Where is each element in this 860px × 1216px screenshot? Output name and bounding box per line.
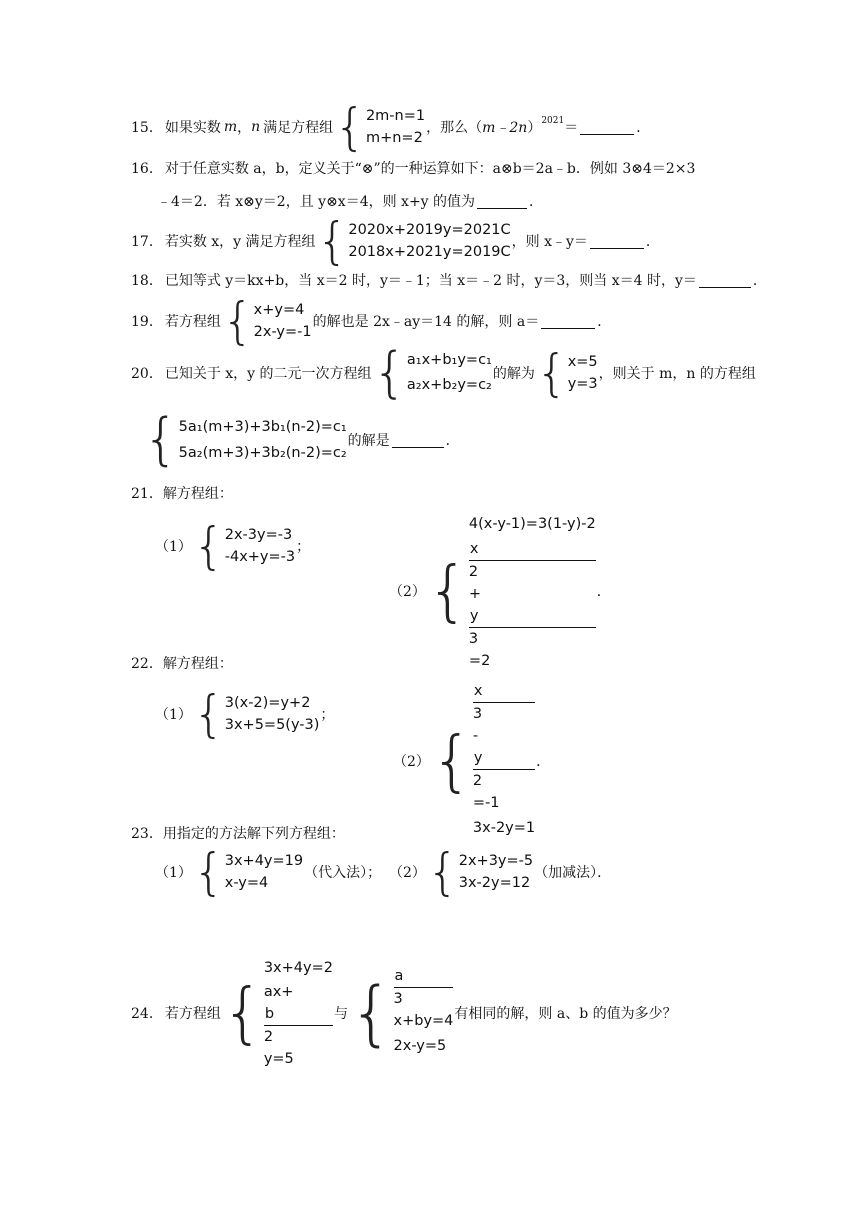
question-number: 20． xyxy=(131,366,163,382)
answer-blank[interactable] xyxy=(541,314,595,329)
equation-system xyxy=(431,680,535,842)
equation: 2m-n=1 xyxy=(365,108,426,124)
fraction xyxy=(394,965,454,1010)
equation: -4x+y=-3 xyxy=(224,549,296,565)
denominator: 2 xyxy=(468,564,479,580)
numerator: a xyxy=(394,965,454,988)
question-text: 已知等式 y＝kx+b，当 x＝2 时，y＝﹣1；当 x＝﹣2 时，y＝3，则当 x＝4 时，y＝ xyxy=(164,273,697,289)
fraction xyxy=(469,538,596,583)
period: ． xyxy=(645,234,660,250)
equation: a₂x+b₂y=c₂ xyxy=(406,377,492,393)
question-23-part-1 xyxy=(155,843,382,901)
question-text: 已知关于 x，y 的二元一次方程组 xyxy=(164,366,372,382)
equation-system xyxy=(427,510,596,672)
operator: - xyxy=(472,728,479,744)
left-brace-icon: { xyxy=(192,843,225,901)
question-text: ，那么（ xyxy=(426,120,483,136)
question-text: 的解也是 2x﹣ay＝14 的解，则 a＝ xyxy=(312,314,540,330)
equation: 2x+3y=-5 xyxy=(458,853,534,869)
denominator: 3 xyxy=(468,631,479,647)
fraction xyxy=(473,747,535,792)
equation-system xyxy=(222,955,333,1070)
numerator: x xyxy=(473,680,535,703)
question-text: 的解是 xyxy=(347,433,390,449)
question-22-title: 22．解方程组： xyxy=(131,656,233,672)
part-label: （2） xyxy=(389,584,426,600)
question-24 xyxy=(131,955,677,1070)
question-number: 16． xyxy=(131,161,163,177)
question-text: 若方程组 xyxy=(164,314,221,330)
left-brace-icon: { xyxy=(372,341,407,404)
numerator: y xyxy=(469,605,596,628)
question-text: ） xyxy=(527,120,542,136)
question-text: 如果实数 xyxy=(164,120,221,136)
equation-system xyxy=(221,292,312,350)
left-brace-icon: { xyxy=(348,971,394,1054)
equation: 3x+5=5(y-3) xyxy=(224,717,320,733)
part-label: （1） xyxy=(155,865,192,881)
equation: 3x-2y=12 xyxy=(458,875,531,891)
question-20-line-2 xyxy=(142,407,460,472)
part-label: （2） xyxy=(393,754,430,770)
answer-blank[interactable] xyxy=(580,120,634,135)
answer-blank[interactable] xyxy=(590,234,644,249)
question-22-part-1 xyxy=(155,685,335,743)
question-number: 18． xyxy=(131,273,163,289)
left-brace-icon: { xyxy=(426,843,459,901)
equation: 3x-2y=1 xyxy=(472,820,536,836)
fraction xyxy=(469,605,596,650)
left-brace-icon: { xyxy=(143,407,179,472)
denominator: 3 xyxy=(393,991,403,1007)
period: ． xyxy=(596,584,611,600)
question-21-part-1 xyxy=(155,517,311,575)
question-20-line-1 xyxy=(131,341,756,404)
period: ． xyxy=(597,314,612,330)
equation: x-y=4 xyxy=(224,875,269,891)
question-text: 有相同的解，则 a、b 的值为多少？ xyxy=(454,1005,677,1022)
left-brace-icon: { xyxy=(221,292,254,350)
question-15 xyxy=(131,98,651,156)
denominator: 3 xyxy=(472,706,483,722)
expression: m﹣2n xyxy=(482,120,528,136)
period: ． xyxy=(529,194,544,210)
question-16-line-1 xyxy=(131,158,695,178)
left-brace-icon: { xyxy=(192,685,225,743)
part-label: （1） xyxy=(155,707,192,723)
numerator: x xyxy=(469,538,596,561)
equation xyxy=(394,965,454,1032)
variable-m: m xyxy=(223,119,238,135)
equation: a₁x+b₁y=c₁ xyxy=(406,352,492,368)
equation: m+n=2 xyxy=(365,130,423,146)
left-brace-icon: { xyxy=(221,973,264,1051)
left-brace-icon: { xyxy=(426,552,469,629)
equation: x=5 xyxy=(567,354,598,370)
question-21-part-2 xyxy=(389,510,611,672)
question-text: ，则关于 m，n 的方程组 xyxy=(598,366,756,382)
equation-system xyxy=(143,407,347,472)
question-text: ，则 x﹣y＝ xyxy=(511,234,588,250)
equation: 4(x-y-1)=3(1-y)-2 xyxy=(468,516,596,532)
equation: y=3 xyxy=(567,376,598,392)
equation: x+y=4 xyxy=(253,302,305,318)
question-17 xyxy=(131,212,660,270)
equation: 2020x+2019y=2021C xyxy=(348,222,511,238)
equation-system xyxy=(316,212,511,270)
equation: 5a₁(m+3)+3b₁(n-2)=c₁ xyxy=(178,419,347,435)
period: ． xyxy=(445,433,460,449)
question-number: 15． xyxy=(131,120,163,136)
left-brace-icon: { xyxy=(334,98,366,156)
left-brace-icon: { xyxy=(316,212,349,270)
equation: 3(x-2)=y+2 xyxy=(224,695,311,711)
question-text: 的解为 xyxy=(492,366,535,382)
question-21-title: 21．解方程组： xyxy=(131,486,233,502)
equation: 2x-y=5 xyxy=(393,1038,447,1054)
left-brace-icon: { xyxy=(430,722,473,799)
equation xyxy=(469,538,596,672)
question-text: 满足方程组 xyxy=(263,120,334,136)
answer-blank[interactable] xyxy=(699,273,751,288)
question-text: ＝ xyxy=(564,120,579,136)
equation-system xyxy=(372,341,492,404)
equation: 3x+4y=19 xyxy=(224,853,304,869)
equation: 3x+4y=2 xyxy=(263,960,333,976)
equation: 5a₂(m+3)+3b₂(n-2)=c₂ xyxy=(178,445,347,461)
question-18 xyxy=(131,270,767,290)
method-note: （代入法）； xyxy=(304,865,382,881)
equation-part: x+by=4 xyxy=(393,1013,454,1029)
equation xyxy=(264,981,333,1070)
question-number: 24． xyxy=(131,1005,163,1022)
exponent: 2021 xyxy=(541,116,565,126)
method-note: （加减法）． xyxy=(534,865,612,881)
part-label: （1） xyxy=(155,539,192,555)
equation-system xyxy=(192,517,296,575)
equation-system xyxy=(426,843,534,901)
equation: 2018x+2021y=2019C xyxy=(348,244,511,260)
question-text: 若方程组 xyxy=(164,1005,221,1022)
question-text: 若实数 x，y 满足方程组 xyxy=(164,234,316,250)
fraction xyxy=(473,680,535,725)
equation-system xyxy=(334,98,426,156)
equation-part: y=5 xyxy=(263,1051,294,1067)
equation-system xyxy=(192,843,304,901)
question-19 xyxy=(131,292,612,350)
numerator: b xyxy=(264,1003,333,1026)
separator: ； xyxy=(320,707,335,723)
answer-blank[interactable] xyxy=(477,194,527,209)
fraction xyxy=(264,1003,333,1048)
question-text: 对于任意实数 a，b，定义关于“⊗”的一种运算如下：a⊗b＝2a﹣b．例如 3⊗4＝2×3 xyxy=(164,161,696,177)
equation-rhs: =2 xyxy=(468,653,491,669)
separator: ； xyxy=(296,539,311,555)
question-23-title: 23．用指定的方法解下列方程组： xyxy=(131,826,345,842)
question-number: 19． xyxy=(131,314,163,330)
equation-rhs: =-1 xyxy=(472,795,500,811)
separator: ， xyxy=(237,120,252,136)
denominator: 2 xyxy=(472,773,483,789)
variable-n: n xyxy=(251,119,261,135)
equation-system xyxy=(349,965,453,1060)
solution-system xyxy=(535,344,598,402)
period: ． xyxy=(636,120,651,136)
question-text: ﹣4＝2．若 x⊗y＝2，且 y⊗x＝4，则 x+y 的值为 xyxy=(157,194,476,210)
question-text: 与 xyxy=(333,1005,348,1022)
answer-blank[interactable] xyxy=(392,433,444,448)
equation-system xyxy=(192,685,320,743)
part-label: （2） xyxy=(389,865,426,881)
left-brace-icon: { xyxy=(535,344,568,402)
period: ． xyxy=(536,754,551,770)
question-22-part-2 xyxy=(393,680,550,842)
equation: 2x-y=-1 xyxy=(253,324,312,340)
operator: + xyxy=(468,586,482,602)
equation xyxy=(473,680,535,814)
denominator: 2 xyxy=(263,1029,274,1045)
question-23-part-2 xyxy=(389,843,612,901)
equation: 2x-3y=-3 xyxy=(224,527,293,543)
equation-part: ax+ xyxy=(263,984,294,1000)
left-brace-icon: { xyxy=(192,517,225,575)
numerator: y xyxy=(473,747,535,770)
question-16-line-2 xyxy=(157,191,543,211)
question-number: 17． xyxy=(131,234,163,250)
period: ． xyxy=(752,273,767,289)
